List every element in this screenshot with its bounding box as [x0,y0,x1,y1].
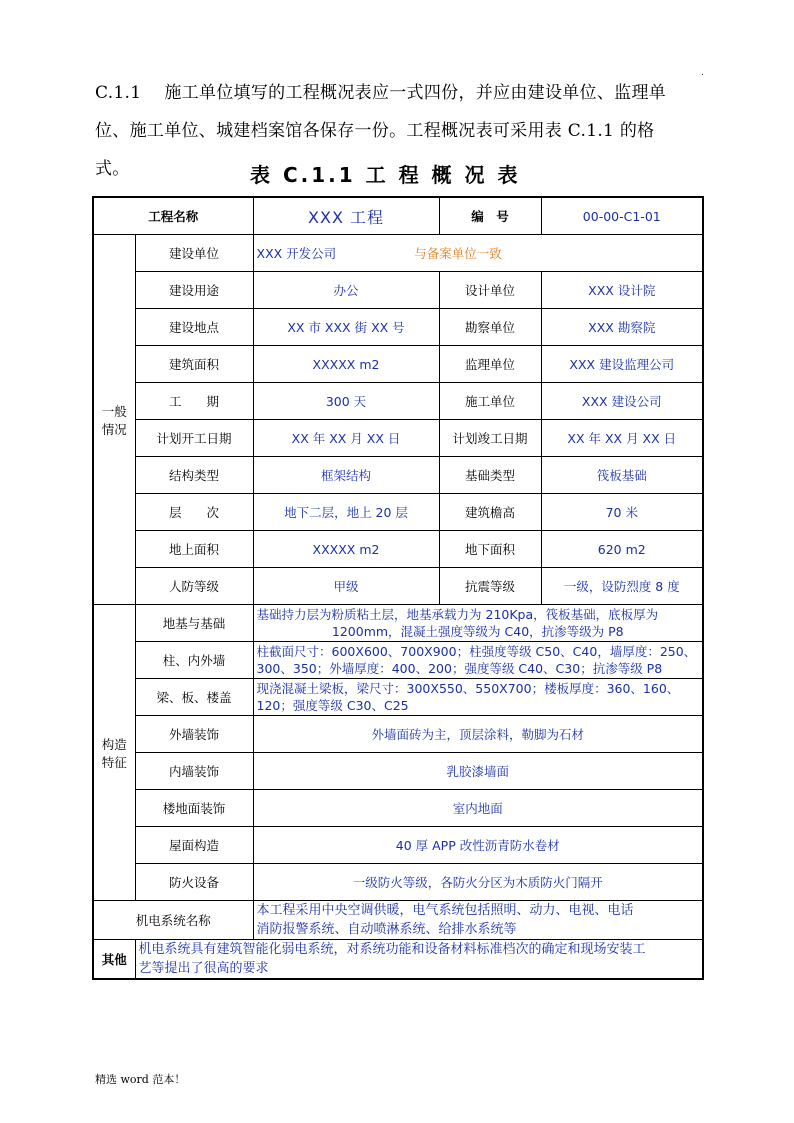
mep-desc-line-2: 消防报警系统、自动喷淋系统、给排水系统等 [256,922,517,937]
foundation-desc-line-2: 1200mm，混凝土强度等级为 C40，抗渗等级为 P8 [331,624,624,639]
seismic-label: 抗震等级 [439,568,541,605]
owner-note: 与备案单位一致 [414,245,502,261]
beams-slabs-desc [253,679,703,716]
foundation-label: 地基与基础 [135,605,253,642]
interior-finish-label: 内墙装饰 [135,753,253,790]
supervisor-label: 监理单位 [439,346,541,383]
above-area-value: XXXXX m2 [253,531,439,568]
general-section-label [93,235,135,605]
page-footer: 精选 word 范本！ [95,1073,186,1086]
owner-label: 建设单位 [135,235,253,272]
below-area-value: 620 m2 [541,531,703,568]
eave-height-label: 建筑檐高 [439,494,541,531]
number-label: 编 号 [439,197,541,235]
other-desc [135,940,703,980]
mep-label: 机电系统名称 [93,901,253,940]
intro-line-2: 位、施工单位、城建档案馆各保存一份。工程概况表可采用表 C.1.1 的格 [95,121,655,141]
columns-walls-line-1: 柱截面尺寸：600X600、700X900；柱强度等级 C50、C40，墙厚度：250、 [256,644,697,659]
below-area-label: 地下面积 [439,531,541,568]
owner-value: XXX 开发公司 [256,245,337,261]
mep-desc-line-1: 本工程采用中央空调供暖，电气系统包括照明、动力、电视、电话 [256,903,634,918]
structural-section-label-1: 构造 [101,736,127,752]
beams-slabs-line-1: 现浇混凝土梁板，梁尺寸：300X550、550X700；楼板厚度：360、160、 [256,681,680,696]
usage-label: 建设用途 [135,272,253,309]
intro-line-3: 式。 [95,159,130,179]
columns-walls-line-2: 300、350；外墙厚度：400、200；强度等级 C40、C30；抗渗等级 P8 [256,661,663,676]
foundation-type-label: 基础类型 [439,457,541,494]
general-section-label-2: 情况 [101,421,127,437]
other-label: 其他 [93,940,135,980]
location-label: 建设地点 [135,309,253,346]
owner-cell [253,235,703,272]
area-label: 建筑面积 [135,346,253,383]
civil-defense-label: 人防等级 [135,568,253,605]
foundation-desc [253,605,703,642]
table-caption: 表 C.1.1 工 程 概 况 表 [250,163,521,187]
beams-slabs-label: 梁、板、楼盖 [135,679,253,716]
intro-line-1: C.1.1 施工单位填写的工程概况表应一式四份，并应由建设单位、监理单 [95,83,667,103]
fire-equipment-label: 防火设备 [135,864,253,901]
usage-value: 办公 [253,272,439,309]
structural-section-label [93,605,135,901]
project-overview-table [92,196,704,980]
designer-value: XXX 设计院 [541,272,703,309]
finish-date-label: 计划竣工日期 [439,420,541,457]
supervisor-value: XXX 建设监理公司 [541,346,703,383]
columns-walls-label: 柱、内外墙 [135,642,253,679]
other-desc-line-1: 机电系统具有建筑智能化弱电系统，对系统功能和设备材料标准档次的确定和现场安装工 [138,942,646,957]
duration-label: 工 期 [135,383,253,420]
survey-label: 勘察单位 [439,309,541,346]
general-section-label-1: 一般 [101,403,127,419]
location-value: XX 市 XXX 街 XX 号 [253,309,439,346]
other-desc-line-2: 艺等提出了很高的要求 [138,961,269,976]
start-date-value: XX 年 XX 月 XX 日 [253,420,439,457]
floor-finish-label: 楼地面装饰 [135,790,253,827]
interior-finish-value: 乳胶漆墙面 [253,753,703,790]
columns-walls-desc [253,642,703,679]
floors-value: 地下二层，地上 20 层 [253,494,439,531]
structural-section-label-2: 特征 [101,754,127,770]
structure-type-label: 结构类型 [135,457,253,494]
floor-finish-value: 室内地面 [253,790,703,827]
exterior-finish-label: 外墙装饰 [135,716,253,753]
roof-label: 屋面构造 [135,827,253,864]
page-mark: . [701,68,704,78]
survey-value: XXX 勘察院 [541,309,703,346]
fire-equipment-value: 一级防火等级，各防火分区为木质防火门隔开 [253,864,703,901]
duration-value: 300 天 [253,383,439,420]
above-area-label: 地上面积 [135,531,253,568]
finish-date-value: XX 年 XX 月 XX 日 [541,420,703,457]
eave-height-value: 70 米 [541,494,703,531]
contractor-label: 施工单位 [439,383,541,420]
exterior-finish-value: 外墙面砖为主，顶层涂料，勒脚为石材 [253,716,703,753]
seismic-value: 一级，设防烈度 8 度 [541,568,703,605]
beams-slabs-line-2: 120；强度等级 C30、C25 [256,698,409,713]
start-date-label: 计划开工日期 [135,420,253,457]
number-value: 00-00-C1-01 [541,197,703,235]
project-name-value: XXX 工程 [253,197,439,235]
foundation-type-value: 筏板基础 [541,457,703,494]
foundation-desc-line-1: 基础持力层为粉质粘土层，地基承载力为 210Kpa，筏板基础，底板厚为 [256,607,659,622]
project-name-label: 工程名称 [93,197,253,235]
roof-value: 40 厚 APP 改性沥青防水卷材 [253,827,703,864]
structure-type-value: 框架结构 [253,457,439,494]
contractor-value: XXX 建设公司 [541,383,703,420]
area-value: XXXXX m2 [253,346,439,383]
civil-defense-value: 甲级 [253,568,439,605]
floors-label: 层 次 [135,494,253,531]
mep-desc [253,901,703,940]
designer-label: 设计单位 [439,272,541,309]
